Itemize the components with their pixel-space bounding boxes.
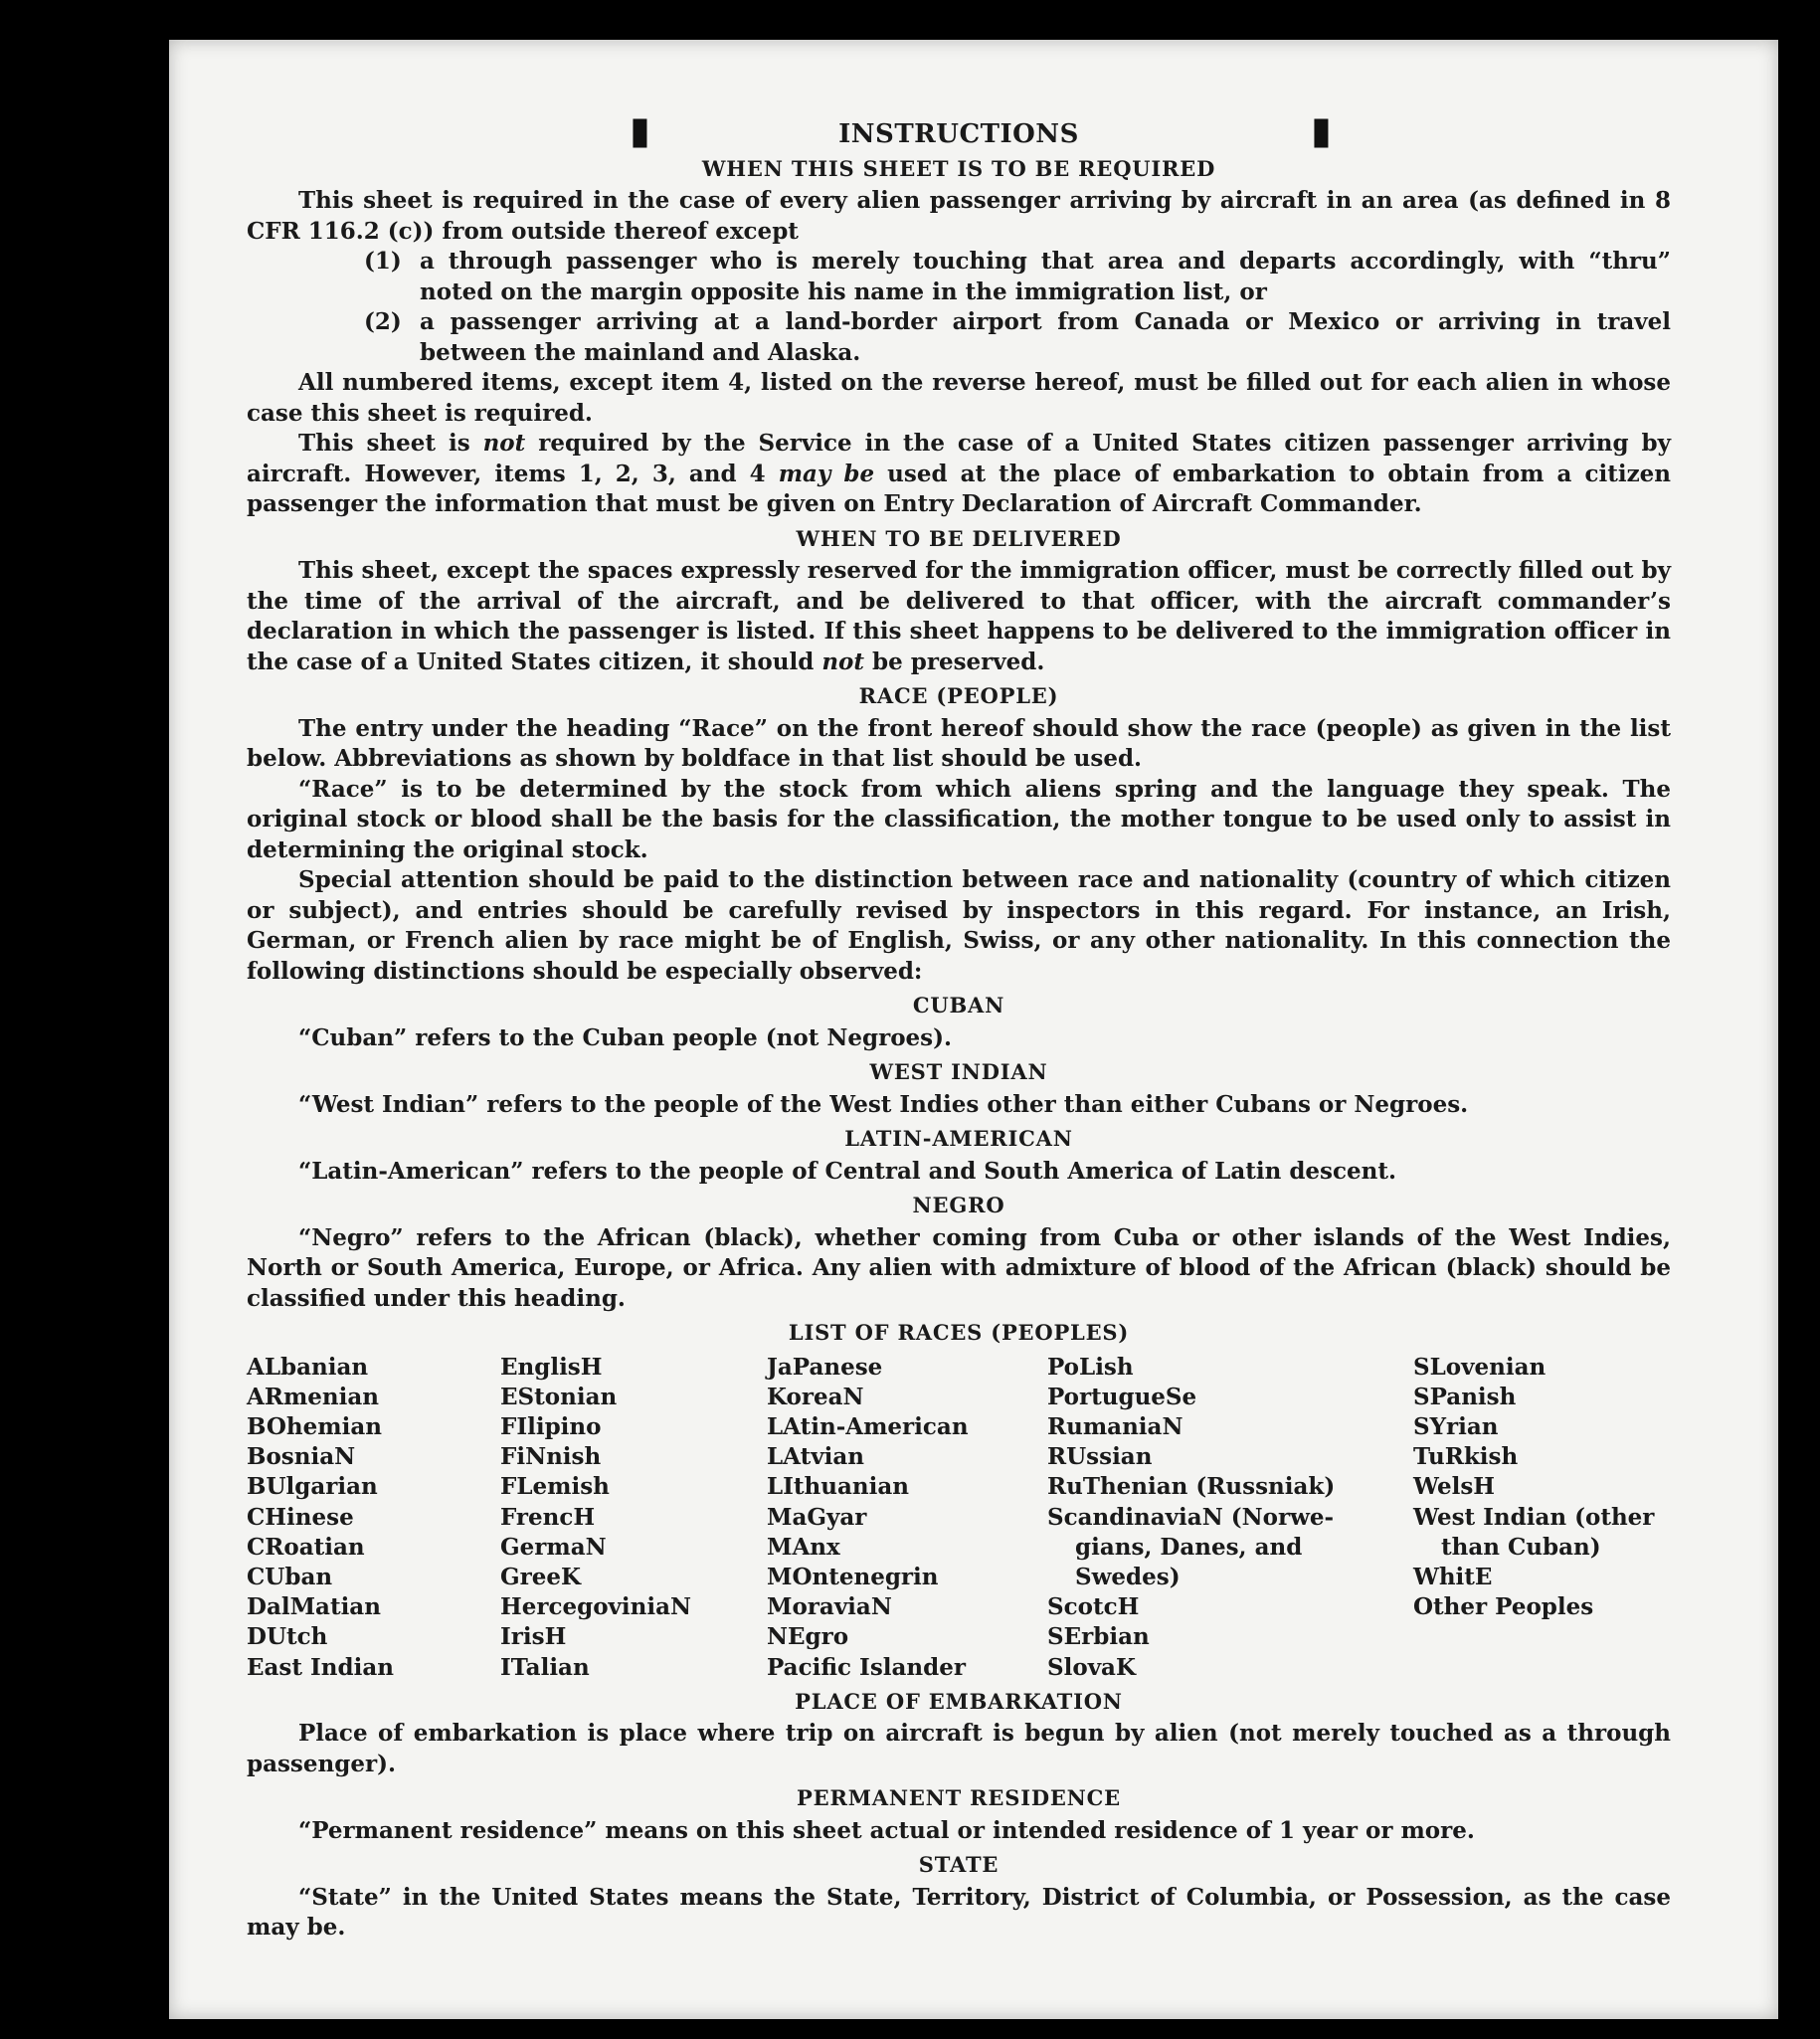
race-entry: MOntenegrin	[767, 1563, 939, 1590]
race-entry: MAnx	[767, 1533, 840, 1561]
item-number: (1)	[364, 248, 402, 275]
race-entry-continued: Swedes)	[1075, 1563, 1181, 1590]
race-entry: FIlipino	[500, 1412, 602, 1440]
instructions-content	[247, 119, 1671, 1944]
race-entry: ScotcH	[1047, 1593, 1140, 1621]
race-entry: ALbanian	[247, 1353, 369, 1381]
heading-latin-american: LATIN-AMERICAN	[844, 1126, 1073, 1151]
heading-when-required: WHEN THIS SHEET IS TO BE REQUIRED	[701, 155, 1216, 181]
race-entry: SlovaK	[1047, 1653, 1136, 1681]
races-column-5	[1413, 1353, 1671, 1683]
required-intro: This sheet is required in the case of every alien passenger arriving by aircraft in an area (as defined in 8 CFR 116.2 (c)) from outside thereof except	[247, 187, 1671, 245]
race-entry: HercegoviniaN	[500, 1593, 692, 1621]
race-entry: LIthuanian	[767, 1473, 909, 1501]
race-entry-continued: gians, Danes, and	[1075, 1533, 1303, 1561]
race-entry: SErbian	[1047, 1623, 1150, 1651]
race-entry: DUtch	[247, 1623, 328, 1651]
race-entry: KoreaN	[767, 1383, 864, 1410]
race-entry: FiNnish	[500, 1443, 602, 1471]
race-entry: LAtin-American	[767, 1412, 969, 1440]
state-text: “State” in the United States means the State, Territory, District of Columbia, or Possession, as the case may be.	[247, 1883, 1671, 1942]
document-sheet	[169, 40, 1778, 2019]
race-entry: FLemish	[500, 1473, 610, 1501]
race-entry: SLovenian	[1413, 1353, 1547, 1381]
race-entry: IrisH	[500, 1623, 567, 1651]
races-column-3	[767, 1353, 1047, 1683]
race-para-2: “Race” is to be determined by the stock from which aliens spring and the language they speak. The original stock or blood shall be the basis for the classification, the mother tongue to be used only to assist in determining the original stock.	[247, 775, 1671, 863]
heading-when-delivered: WHEN TO BE DELIVERED	[796, 525, 1122, 551]
embarkation-text: Place of embarkation is place where trip on aircraft is begun by alien (not merely touched as a through passenger).	[247, 1720, 1671, 1777]
required-para-numbered-items: All numbered items, except item 4, listed on the reverse hereof, must be filled out for each alien in whose case this sheet is required.	[247, 369, 1671, 427]
item-text: a passenger arriving at a land-border airport from Canada or Mexico or arriving in travel between the mainland and Alaska.	[420, 308, 1671, 366]
heading-state: STATE	[918, 1852, 1000, 1878]
race-entry: PoLish	[1047, 1353, 1134, 1381]
race-entry: ITalian	[500, 1653, 590, 1681]
races-column-4	[1047, 1353, 1413, 1683]
race-entry: RumaniaN	[1047, 1412, 1183, 1440]
races-column-2	[500, 1353, 767, 1683]
race-para-1: The entry under the heading “Race” on the front hereof should show the race (people) as given in the list below. Abbreviations as shown by boldface in that list should be used.	[247, 714, 1671, 772]
race-entry: SPanish	[1413, 1383, 1517, 1410]
race-entry: FrencH	[500, 1503, 596, 1531]
race-entry: Other Peoples	[1413, 1593, 1594, 1621]
race-entry: MoraviaN	[767, 1593, 892, 1621]
race-entry: NEgro	[767, 1623, 849, 1651]
page-title: INSTRUCTIONS	[838, 119, 1079, 149]
race-entry: East Indian	[247, 1653, 394, 1681]
race-entry: DalMatian	[247, 1593, 381, 1621]
race-para-3: Special attention should be paid to the distinction between race and nationality (country of which citizen or subject), and entries should be carefully revised by inspectors in this regard. For instance, an Irish, German, or French alien by race might be of English, Swiss, or any other nationality. In this connection the following distinctions should be especially observed:	[247, 866, 1671, 985]
race-entry: BUlgarian	[247, 1473, 378, 1501]
race-entry: CUban	[247, 1563, 333, 1590]
punch-mark-left: ▮	[630, 107, 650, 152]
race-entry: EStonian	[500, 1383, 618, 1410]
race-entry: WhitE	[1413, 1563, 1493, 1590]
heading-place-of-embarkation: PLACE OF EMBARKATION	[795, 1688, 1123, 1714]
race-entry: MaGyar	[767, 1503, 867, 1531]
heading-cuban: CUBAN	[912, 993, 1005, 1018]
race-entry: SYrian	[1413, 1412, 1499, 1440]
race-entry-continued: than Cuban)	[1441, 1533, 1601, 1561]
race-entry: LAtvian	[767, 1443, 864, 1471]
race-entry: TuRkish	[1413, 1443, 1519, 1471]
race-entry: JaPanese	[767, 1353, 883, 1381]
race-entry: ARmenian	[247, 1383, 380, 1410]
races-list	[247, 1353, 1671, 1683]
race-entry: WelsH	[1413, 1473, 1496, 1501]
race-entry: GreeK	[500, 1563, 582, 1590]
exception-item	[364, 307, 1671, 368]
heading-race: RACE (PEOPLE)	[858, 683, 1059, 708]
item-text: a through passenger who is merely touching that area and departs accordingly, with “thru” noted on the margin opposite his name in the immigration list, or	[420, 248, 1671, 305]
heading-permanent-residence: PERMANENT RESIDENCE	[797, 1785, 1121, 1811]
race-entry: West Indian (other	[1413, 1503, 1655, 1531]
cuban-text: “Cuban” refers to the Cuban people (not Negroes).	[298, 1023, 953, 1051]
heading-west-indian: WEST INDIAN	[869, 1059, 1048, 1084]
race-entry: BOhemian	[247, 1412, 382, 1440]
race-entry: CRoatian	[247, 1533, 365, 1561]
exception-item	[364, 247, 1671, 307]
residence-text: “Permanent residence” means on this sheet actual or intended residence of 1 year or more.	[298, 1816, 1475, 1844]
race-entry: Pacific Islander	[767, 1653, 966, 1681]
race-entry: RUssian	[1047, 1443, 1153, 1471]
race-entry: ScandinaviaN (Norwe-	[1047, 1503, 1335, 1531]
race-entry: GermaN	[500, 1533, 607, 1561]
races-column-1	[247, 1353, 500, 1683]
item-number: (2)	[364, 308, 402, 335]
west-indian-text: “West Indian” refers to the people of the West Indies other than either Cubans or Negroes.	[298, 1090, 1469, 1118]
required-para-citizen: This sheet is not required by the Service in the case of a United States citizen passenger arriving by aircraft. However, items 1, 2, 3, and 4 may be used at the place of embarkation to obtain from a citizen passenger the information that must be given on Entry Declaration of Aircraft Commander.	[247, 430, 1671, 517]
heading-negro: NEGRO	[912, 1193, 1005, 1217]
race-entry: RuThenian (Russniak)	[1047, 1473, 1336, 1501]
race-entry: CHinese	[247, 1503, 354, 1531]
latin-american-text: “Latin-American” refers to the people of Central and South America of Latin descent.	[298, 1157, 1396, 1185]
negro-text: “Negro” refers to the African (black), whether coming from Cuba or other islands of the West Indies, North or South America, Europe, or Africa. Any alien with admixture of blood of the African (black) should be classified under this heading.	[247, 1223, 1671, 1312]
delivered-text: This sheet, except the spaces expressly reserved for the immigration officer, must be correctly filled out by the time of the arrival of the aircraft, and be delivered to that officer, with the aircraft commander’s declaration in which the passenger is listed. If this sheet happens to be delivered to the immigration officer in the case of a United States citizen, it should not be preserved.	[247, 557, 1671, 675]
race-entry: PortugueSe	[1047, 1383, 1197, 1410]
punch-mark-right: ▮	[1311, 107, 1332, 152]
heading-list-of-races: LIST OF RACES (PEOPLES)	[788, 1320, 1130, 1345]
race-entry: EnglisH	[500, 1353, 603, 1381]
race-entry: BosniaN	[247, 1443, 356, 1471]
